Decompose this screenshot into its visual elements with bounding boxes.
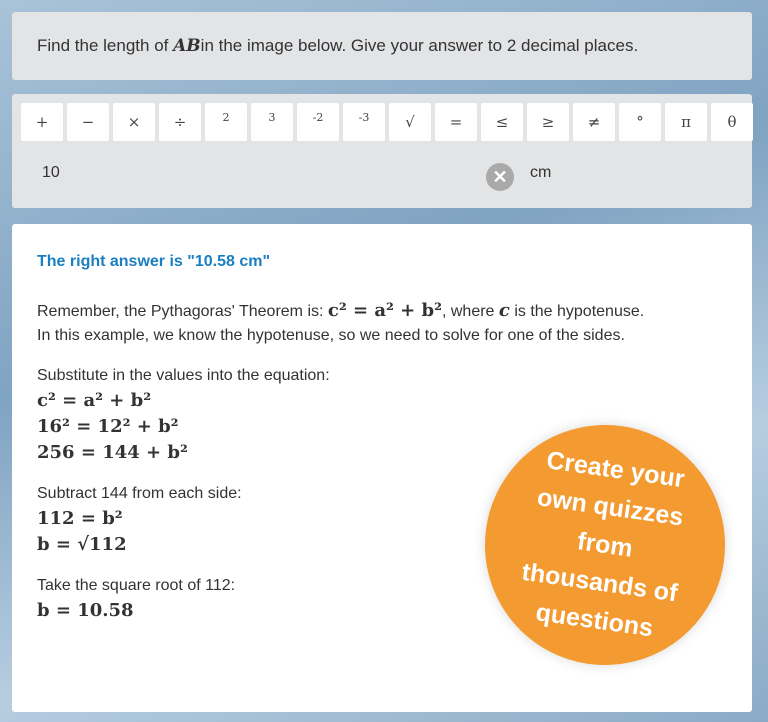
- key-sqrt[interactable]: √: [389, 103, 431, 141]
- key-power-3[interactable]: 3: [251, 103, 293, 141]
- step-2-label: Subtract 144 from each side:: [37, 485, 242, 502]
- theorem-line: [37, 298, 727, 324]
- unit-label: cm: [530, 164, 552, 181]
- equation: 256 = 144 + b²: [37, 442, 188, 463]
- equation: 112 = b²: [37, 508, 123, 529]
- key-theta[interactable]: θ: [711, 103, 753, 141]
- equation: b = √112: [37, 534, 127, 555]
- clear-icon[interactable]: ✕: [486, 163, 514, 191]
- answer-input-panel: [12, 94, 752, 208]
- key-neq[interactable]: ≠: [573, 103, 615, 141]
- text: Remember, the Pythagoras' Theorem is:: [37, 303, 328, 320]
- right-answer: The right answer is "10.58 cm": [37, 253, 271, 270]
- question-text: Find the length of: [37, 36, 169, 55]
- promo-text: Create your own quizzes from thousands of questions: [520, 446, 687, 643]
- text: , where: [441, 303, 499, 320]
- key-equals[interactable]: =: [435, 103, 477, 141]
- key-plus[interactable]: +: [21, 103, 63, 141]
- step-3-label: Take the square root of 112:: [37, 577, 236, 594]
- question-text-suffix: in the image below. Give your answer to 2 decimal places.: [200, 36, 639, 55]
- key-leq[interactable]: ≤: [481, 103, 523, 141]
- key-minus[interactable]: −: [67, 103, 109, 141]
- key-degree[interactable]: °: [619, 103, 661, 141]
- key-pi[interactable]: π: [665, 103, 707, 141]
- key-power-neg2[interactable]: -2: [297, 103, 339, 141]
- equation: 16² = 12² + b²: [37, 416, 179, 437]
- key-divide[interactable]: ÷: [159, 103, 201, 141]
- answer-input[interactable]: 10: [42, 164, 60, 181]
- key-power-2[interactable]: 2: [205, 103, 247, 141]
- key-geq[interactable]: ≥: [527, 103, 569, 141]
- equation: b = 10.58: [37, 600, 134, 621]
- theorem-formula: c² = a² + b²: [327, 300, 442, 321]
- var-c: c: [498, 300, 510, 321]
- key-power-neg3[interactable]: -3: [343, 103, 385, 141]
- key-times[interactable]: ×: [113, 103, 155, 141]
- step-1-label: Substitute in the values into the equation:: [37, 367, 330, 384]
- question-variable: AB: [173, 36, 201, 56]
- intro-line: In this example, we know the hypotenuse, so we need to solve for one of the sides.: [37, 327, 625, 344]
- symbol-toolbar: [21, 103, 753, 141]
- question-prompt: [12, 12, 752, 80]
- equation: c² = a² + b²: [37, 390, 152, 411]
- text: is the hypotenuse.: [509, 303, 645, 320]
